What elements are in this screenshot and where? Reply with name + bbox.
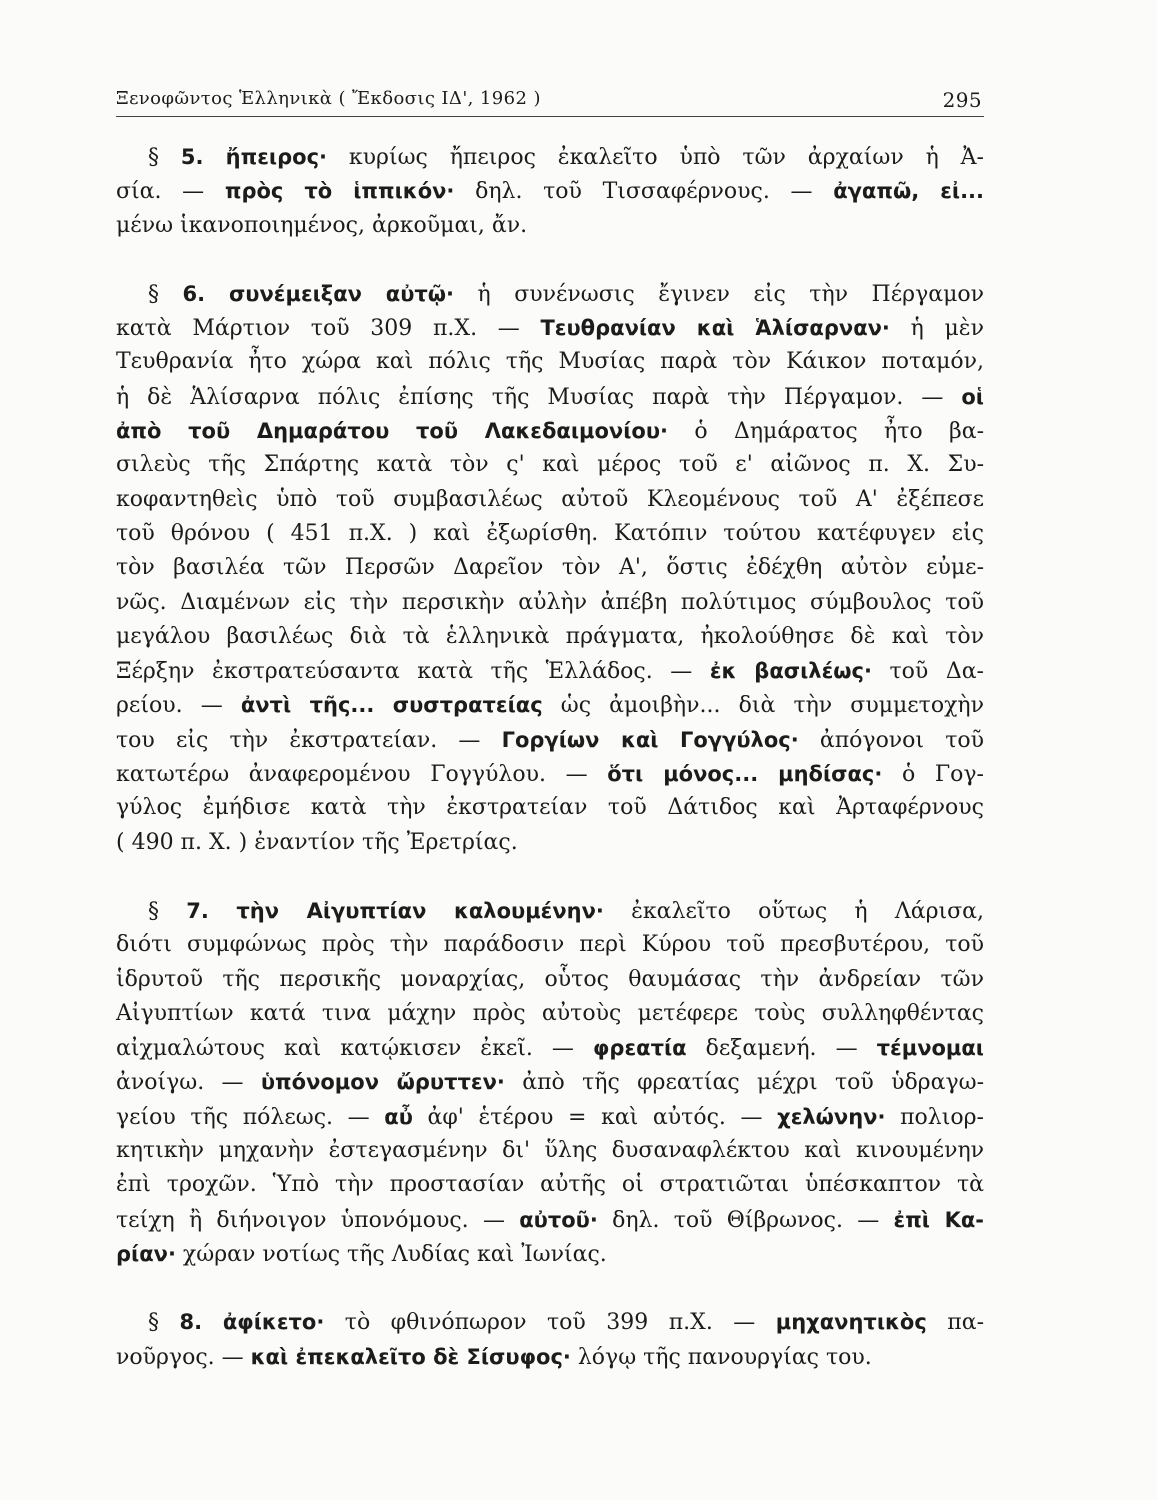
text-run: σία. — — [116, 179, 225, 205]
lemma-bold: ἀγαπῶ, εἰ... — [833, 179, 985, 204]
text-line — [116, 757, 984, 791]
lemma-bold: ὑπόνομον ὤρυττεν· — [260, 1070, 505, 1095]
text-run: § — [148, 898, 187, 924]
text-run: ἡ συνένωσις ἔγινεν εἰς τὴν Πέργαμον — [454, 281, 984, 307]
lemma-bold: αὐτοῦ· — [519, 1207, 598, 1232]
text-line — [116, 620, 984, 654]
text-line — [116, 277, 984, 311]
text-line — [116, 140, 984, 174]
paragraph-4 — [116, 1305, 984, 1374]
text-run: ὁ Γογ- — [882, 762, 984, 788]
text-run: κυρίως ἤπειρος ἐκαλεῖτο ὑπὸ τῶν ἀρχαίων ἡ Ἀ- — [327, 145, 984, 170]
text-line — [116, 928, 984, 962]
text-line — [116, 551, 984, 585]
text-line — [116, 1203, 984, 1237]
text-line — [116, 997, 984, 1031]
lemma-bold: 7. τὴν Αἰγυπτίαν καλουμένην· — [186, 898, 604, 923]
lemma-bold: ἐπὶ Κα- — [893, 1207, 984, 1232]
text-run: § — [148, 145, 181, 170]
text-run: Αἰγυπτίων κατά τινα μάχην πρὸς αὐτοὺς μετέφερε τοὺς συλληφθέντας — [116, 1000, 984, 1026]
text-line — [116, 791, 984, 825]
text-run: πα- — [926, 1310, 985, 1336]
text-line — [116, 963, 984, 997]
lemma-bold: 8. ἀφίκετο· — [179, 1310, 325, 1335]
text-line — [116, 517, 984, 551]
text-run: ἡ δὲ Ἁλίσαρνα πόλις ἐπίσης τῆς Μυσίας παρὰ τὴν Πέργαμον. — — [116, 384, 962, 410]
text-line — [116, 174, 984, 208]
paragraph-gap — [116, 1271, 984, 1305]
text-run: του εἰς τὴν ἐκστρατείαν. — — [116, 727, 502, 753]
text-run: αἰχμαλώτους καὶ κατῴκισεν ἐκεῖ. — — [116, 1036, 593, 1062]
text-line — [116, 654, 984, 688]
text-line — [116, 380, 984, 414]
lemma-bold: Τευθρανίαν καὶ Ἁλίσαρναν· — [540, 316, 890, 341]
lemma-bold: αὖ — [384, 1104, 413, 1129]
lemma-bold: Γοργίων καὶ Γογγύλος· — [501, 727, 799, 752]
lemma-bold: φρεατία — [593, 1036, 687, 1061]
lemma-bold: μηχανητικὸς — [775, 1310, 927, 1335]
text-line — [116, 586, 984, 620]
text-line — [116, 1305, 984, 1339]
text-run: ὡς ἀμοιβὴν... διὰ τὴν συμμετοχὴν — [542, 693, 984, 719]
text-line — [116, 1237, 984, 1271]
text-run: ἡ μὲν — [889, 316, 984, 342]
text-run: τὸ φθινόπωρον τοῦ 399 π.Χ. — — [324, 1310, 776, 1336]
text-run: ἐπὶ τροχῶν. Ὑπὸ τὴν προστασίαν αὐτῆς οἱ στρατιῶται ὑπέσκαπτον τὰ — [116, 1172, 984, 1198]
text-line — [116, 1031, 984, 1065]
paragraph-gap — [116, 860, 984, 894]
text-run: § — [148, 1310, 180, 1336]
text-run: ὁ Δημάρατος ἦτο βα- — [668, 419, 985, 445]
text-run: Ξέρξην ἐκστρατεύσαντα κατὰ τῆς Ἑλλάδος. — — [116, 659, 710, 685]
text-line — [116, 894, 984, 928]
paragraph-2 — [116, 277, 984, 860]
text-line — [116, 723, 984, 757]
text-line — [116, 1134, 984, 1168]
text-run: πολιορ- — [885, 1104, 984, 1130]
lemma-bold: 6. συνέμειξαν αὐτῷ· — [182, 281, 455, 306]
text-run: μένω ἱκανοποιημένος, ἀρκοῦμαι, ἄν. — [116, 212, 528, 238]
text-line — [116, 1065, 984, 1099]
lemma-bold: ἀντὶ τῆς... συστρατείας — [240, 693, 543, 718]
paragraph-gap — [116, 243, 984, 277]
text-run: ἀφ' ἑτέρου = καὶ αὐτός. — — [412, 1104, 778, 1130]
text-line — [116, 1168, 984, 1202]
text-run: δηλ. τοῦ Θίβρωνος. — — [597, 1207, 894, 1233]
text-run: ρείου. — — [116, 693, 241, 719]
text-line — [116, 345, 984, 379]
text-run: δηλ. τοῦ Τισσαφέρνους. — — [454, 179, 834, 205]
text-run: κατωτέρω ἀναφερομένου Γογγύλου. — — [116, 762, 608, 788]
text-run: νῶς. Διαμένων εἰς τὴν περσικὴν αὐλὴν ἀπέβη πολύτιμος σύμβουλος τοῦ — [116, 589, 984, 615]
lemma-bold: οἱ — [961, 384, 984, 409]
text-line — [116, 1100, 984, 1134]
text-run: Τευθρανία ἦτο χώρα καὶ πόλις τῆς Μυσίας παρὰ τὸν Κάικον ποταμόν, — [116, 349, 984, 375]
lemma-bold: καὶ ἐπεκαλεῖτο δὲ Σίσυφος· — [250, 1344, 571, 1369]
text-line — [116, 311, 984, 345]
running-title: Ξενοφῶντος Ἑλληνικὰ ( Ἔκδοσις ΙΔ', 1962 ) — [116, 88, 541, 109]
paragraph-3 — [116, 894, 984, 1271]
text-run: ἐκαλεῖτο οὕτως ἡ Λάρισα, — [603, 898, 984, 924]
text-run: § — [148, 281, 183, 307]
text-line — [116, 688, 984, 722]
text-run: χώραν νοτίως τῆς Λυδίας καὶ Ἰωνίας. — [175, 1241, 607, 1267]
text-run: διότι συμφώνως πρὸς τὴν παράδοσιν περὶ Κύρου τοῦ πρεσβυτέρου, τοῦ — [116, 932, 984, 958]
lemma-bold: χελώνην· — [777, 1104, 886, 1129]
text-run: γείου τῆς πόλεως. — — [116, 1104, 385, 1130]
text-run: κοφαντηθεὶς ὑπὸ τοῦ συμβασιλέως αὐτοῦ Κλεομένους τοῦ Α' ἐξέπεσε — [116, 486, 984, 512]
commentary-body — [116, 140, 984, 1374]
text-line — [116, 448, 984, 482]
text-run: ἱδρυτοῦ τῆς περσικῆς μοναρχίας, οὗτος θαυμάσας τὴν ἀνδρείαν τῶν — [116, 966, 984, 992]
text-line — [116, 826, 984, 860]
lemma-bold: πρὸς τὸ ἱππικόν· — [224, 179, 455, 204]
text-run: ἀνοίγω. — — [116, 1070, 261, 1096]
text-run: δεξαμενή. — — [686, 1036, 877, 1062]
text-run: κατὰ Μάρτιον τοῦ 309 π.Χ. — — [116, 316, 541, 342]
text-run: κητικὴν μηχανὴν ἐστεγασμένην δι' ὕλης δυσαναφλέκτου καὶ κινουμένην — [116, 1138, 984, 1164]
text-run: μεγάλου βασιλέως διὰ τὰ ἑλληνικὰ πράγματα, ἠκολούθησε δὲ καὶ τὸν — [116, 623, 984, 649]
page-number: 295 — [942, 88, 982, 112]
text-run: λόγῳ τῆς πανουργίας του. — [570, 1344, 872, 1370]
lemma-bold: 5. ἤπειρος· — [180, 145, 328, 169]
lemma-bold: ἀπὸ τοῦ Δημαράτου τοῦ Λακεδαιμονίου· — [116, 419, 668, 444]
page-header — [116, 86, 984, 117]
lemma-bold: τέμνομαι — [876, 1036, 984, 1061]
text-line — [116, 414, 984, 448]
text-run: νοῦργος. — — [116, 1344, 251, 1370]
text-run: ἀπόγονοι τοῦ — [798, 727, 985, 753]
lemma-bold: ὅτι μόνος... μηδίσας· — [607, 762, 883, 787]
text-line — [116, 209, 984, 243]
paragraph-1 — [116, 140, 984, 243]
text-run: ( 490 π. Χ. ) ἐναντίον τῆς Ἐρετρίας. — [116, 829, 518, 855]
text-run: τείχη ἢ διήνοιγον ὑπονόμους. — — [116, 1207, 520, 1233]
lemma-bold: ἐκ βασιλέως· — [709, 659, 872, 684]
lemma-bold: ρίαν· — [116, 1241, 176, 1266]
text-run: τοῦ Δα- — [871, 659, 984, 685]
text-run: σιλεὺς τῆς Σπάρτης κατὰ τὸν ς' καὶ μέρος τοῦ ε' αἰῶνος π. Χ. Συ- — [116, 452, 984, 478]
text-run: ἀπὸ τῆς φρεατίας μέχρι τοῦ ὑδραγω- — [504, 1070, 984, 1096]
text-line — [116, 1340, 984, 1374]
text-line — [116, 483, 984, 517]
text-run: τὸν βασιλέα τῶν Περσῶν Δαρεῖον τὸν Α', ὅστις ἐδέχθη αὐτὸν εὐμε- — [116, 555, 984, 581]
text-run: γύλος ἐμήδισε κατὰ τὴν ἐκστρατείαν τοῦ Δάτιδος καὶ Ἀρταφέρνους — [116, 795, 984, 821]
text-run: τοῦ θρόνου ( 451 π.Χ. ) καὶ ἐξωρίσθη. Κατόπιν τούτου κατέφυγεν εἰς — [116, 520, 984, 546]
